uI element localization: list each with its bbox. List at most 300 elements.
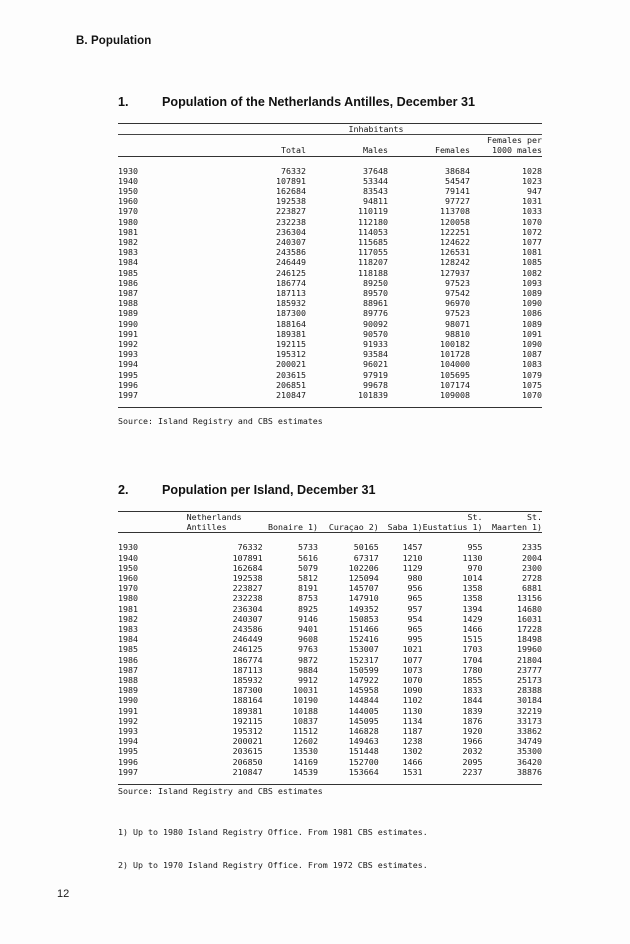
table-1-cell-females: 126531 [440, 247, 470, 258]
table-2-cell-bonaire: 10031 [293, 685, 318, 696]
table-2-cell-year: 1993 [118, 726, 138, 737]
table-1-cell-total: 200021 [276, 359, 306, 370]
table-1-cell-year: 1950 [118, 186, 138, 197]
table-1-rule-bottom [118, 408, 542, 409]
table-row [118, 726, 542, 736]
table-1-cell-year: 1994 [118, 359, 138, 370]
table-2-col-bonaire: Bonaire 1) [268, 522, 318, 533]
table-1-cell-females: 79141 [445, 186, 470, 197]
table-2-source-note: Source: Island Registry and CBS estimates [118, 786, 323, 796]
table-row [118, 716, 542, 726]
table-1-cell-males: 96021 [363, 359, 388, 370]
table-1-cell-year: 1991 [118, 328, 138, 339]
table-2-cell-st-maarten: 2300 [522, 562, 542, 573]
table-2-cell-year: 1970 [118, 583, 138, 594]
table-2-body [118, 542, 542, 777]
table-1-cell-females-per-1000-males: 1083 [522, 359, 542, 370]
table-1-cell-females: 101728 [440, 349, 470, 360]
table-2-cell-year: 1997 [118, 766, 138, 777]
table-2-cell-saba: 995 [407, 634, 423, 645]
table-2-cell-curacao: 144844 [348, 695, 379, 706]
table-row [118, 278, 542, 288]
table-1-cell-females: 54547 [445, 175, 470, 186]
table-1-cell-total: 203615 [276, 369, 306, 380]
table-1-col-females: Females [435, 145, 470, 156]
table-1-cell-females-per-1000-males: 1091 [522, 328, 542, 339]
table-1-cell-females-per-1000-males: 1075 [522, 379, 542, 390]
table-2-cell-st-maarten: 18498 [517, 634, 542, 645]
table-row [118, 359, 542, 369]
table-2-cell-st-eustatius: 2237 [462, 766, 483, 777]
table-row [118, 634, 542, 644]
table-2-cell-curacao: 152317 [348, 654, 379, 665]
table-2-cell-year: 1994 [118, 736, 138, 747]
table-1-cell-year: 1990 [118, 318, 138, 329]
table-2-cell-year: 1930 [118, 542, 138, 553]
table-2-cell-netherlands-antilles: 192538 [232, 573, 263, 584]
table-2-cell-netherlands-antilles: 206850 [232, 756, 263, 767]
table-1-header-gap [118, 157, 542, 166]
table-2-cell-curacao: 152700 [348, 756, 379, 767]
table-2-cell-st-maarten: 28388 [517, 685, 542, 696]
table-2-cell-saba: 957 [407, 603, 423, 614]
table-2-cell-year: 1984 [118, 634, 138, 645]
table-1-cell-females: 107174 [440, 379, 470, 390]
table-2-cell-netherlands-antilles: 76332 [237, 542, 263, 553]
table-1-cell-total: 223827 [276, 206, 306, 217]
table-2-title-text: Population per Island, December 31 [162, 483, 376, 497]
table-2-cell-year: 1981 [118, 603, 138, 614]
table-1-cell-males: 83543 [363, 186, 388, 197]
table-2-cell-st-maarten: 21804 [517, 654, 542, 665]
table-1-cell-females-per-1000-males: 1086 [522, 308, 542, 319]
table-2-cell-year: 1983 [118, 624, 138, 635]
table-2-cell-bonaire: 9884 [298, 664, 318, 675]
table-2-cell-st-eustatius: 2032 [462, 746, 483, 757]
table-2-cell-saba: 1129 [402, 562, 423, 573]
table-2-cell-curacao: 151466 [348, 624, 379, 635]
table-2-cell-st-maarten: 19960 [517, 644, 542, 655]
table-row [118, 298, 542, 308]
table-1-cell-females: 105695 [440, 369, 470, 380]
table-2-cell-netherlands-antilles: 223827 [232, 583, 263, 594]
table-2-cell-st-eustatius: 1844 [462, 695, 483, 706]
table-row [118, 665, 542, 675]
table-1-cell-males: 93584 [363, 349, 388, 360]
footnote-2: 2) Up to 1970 Island Registry Office. From 1972 CBS estimates. [118, 860, 428, 870]
table-2-cell-saba: 1077 [402, 654, 423, 665]
table-1-cell-females-per-1000-males: 1090 [522, 339, 542, 350]
table-row [118, 644, 542, 654]
table-2-cell-st-maarten: 36420 [517, 756, 542, 767]
table-2-cell-netherlands-antilles: 188164 [232, 695, 263, 706]
table-2-cell-st-eustatius: 1839 [462, 705, 483, 716]
table-2-cell-st-maarten: 16031 [517, 613, 542, 624]
table-1-cell-total: 240307 [276, 237, 306, 248]
table-1-cell-males: 118207 [358, 257, 388, 268]
table-row [118, 614, 542, 624]
table-2-cell-st-maarten: 2728 [522, 573, 542, 584]
table-row [118, 339, 542, 349]
table-row [118, 237, 542, 247]
table-1-body [118, 166, 542, 401]
table-1-cell-males: 89570 [363, 288, 388, 299]
table-row [118, 380, 542, 390]
table-2-cell-saba: 965 [407, 624, 423, 635]
table-1-title [118, 95, 542, 109]
table-1-span-header-row [118, 124, 542, 135]
table-2-cell-year: 1991 [118, 705, 138, 716]
table-2-cell-bonaire: 9912 [298, 675, 318, 686]
table-row [118, 583, 542, 593]
table-1-cell-females: 122251 [440, 226, 470, 237]
table-2-cell-curacao: 146828 [348, 726, 379, 737]
table-row [118, 593, 542, 603]
footnote-1: 1) Up to 1980 Island Registry Office. From 1981 CBS estimates. [118, 827, 428, 837]
table-1-cell-males: 89250 [363, 277, 388, 288]
table-1 [118, 123, 542, 408]
table-1-cell-males: 115685 [358, 237, 388, 248]
table-2-cell-st-eustatius: 1014 [462, 573, 483, 584]
table-1-cell-total: 162684 [276, 186, 306, 197]
table-1-cell-total: 76332 [281, 165, 306, 176]
table-2-cell-st-eustatius: 1876 [462, 715, 483, 726]
table-1-cell-year: 1989 [118, 308, 138, 319]
table-1-cell-total: 210847 [276, 390, 306, 401]
table-1-cell-females-per-1000-males: 1023 [522, 175, 542, 186]
table-2-col-curacao: Curaçao 2) [328, 522, 379, 533]
table-2-cell-bonaire: 10837 [293, 715, 318, 726]
table-2-col-st-maarten: St. Maarten 1) [492, 512, 542, 533]
table-2-cell-st-eustatius: 1920 [462, 726, 483, 737]
table-1-cell-year: 1982 [118, 237, 138, 248]
table-2-cell-netherlands-antilles: 107891 [232, 552, 263, 563]
table-2-cell-curacao: 145095 [348, 715, 379, 726]
table-2-cell-curacao: 151448 [348, 746, 379, 757]
table-2-cell-curacao: 150599 [348, 664, 379, 675]
table-2-cell-saba: 956 [407, 583, 423, 594]
table-1-block [118, 95, 542, 408]
table-1-cell-females-per-1000-males: 1070 [522, 216, 542, 227]
table-2-cell-netherlands-antilles: 246125 [232, 644, 263, 655]
table-2-cell-st-eustatius: 1130 [462, 552, 483, 563]
table-2-cell-st-maarten: 17228 [517, 624, 542, 635]
table-row [118, 268, 542, 278]
table-1-cell-females-per-1000-males: 1081 [522, 247, 542, 258]
table-1-cell-females: 124622 [440, 237, 470, 248]
table-2-rule-bottom [118, 785, 542, 786]
table-2-cell-st-maarten: 25173 [517, 675, 542, 686]
table-2-cell-saba: 1238 [402, 736, 423, 747]
table-2-cell-curacao: 145958 [348, 685, 379, 696]
table-1-source-note: Source: Island Registry and CBS estimates [118, 416, 323, 426]
table-2-cell-bonaire: 14169 [293, 756, 318, 767]
table-1-cell-year: 1997 [118, 390, 138, 401]
table-2-cell-bonaire: 12602 [293, 736, 318, 747]
table-2-cell-netherlands-antilles: 186774 [232, 654, 263, 665]
table-2-cell-st-eustatius: 1780 [462, 664, 483, 675]
table-1-cell-females-per-1000-males: 1077 [522, 237, 542, 248]
table-1-cell-year: 1984 [118, 257, 138, 268]
table-2-footer-gap [118, 777, 542, 785]
table-2-cell-bonaire: 8191 [298, 583, 318, 594]
table-2-cell-curacao: 152416 [348, 634, 379, 645]
table-1-cell-males: 94811 [363, 196, 388, 207]
table-1-span-header-inhabitants: Inhabitants [348, 124, 404, 134]
table-2-cell-year: 1960 [118, 573, 138, 584]
table-2-cell-bonaire: 14539 [293, 766, 318, 777]
table-row [118, 624, 542, 634]
table-2-cell-saba: 980 [407, 573, 423, 584]
table-2-cell-year: 1982 [118, 613, 138, 624]
table-1-cell-males: 118188 [358, 267, 388, 278]
table-1-cell-year: 1983 [118, 247, 138, 258]
table-2-cell-saba: 1531 [402, 766, 423, 777]
table-1-col-total: Total [281, 145, 306, 156]
table-1-cell-males: 117055 [358, 247, 388, 258]
table-1-cell-females: 100182 [440, 339, 470, 350]
table-2-cell-saba: 1073 [402, 664, 423, 675]
table-1-title-text: Population of the Netherlands Antilles, December 31 [162, 95, 476, 109]
table-2-cell-bonaire: 9763 [298, 644, 318, 655]
table-row [118, 706, 542, 716]
table-2-col-saba: Saba 1) [387, 522, 423, 533]
table-2-cell-st-eustatius: 1466 [462, 624, 483, 635]
table-2-cell-st-eustatius: 1394 [462, 603, 483, 614]
table-2-cell-curacao: 149463 [348, 736, 379, 747]
table-2-cell-saba: 1130 [402, 705, 423, 716]
table-2-cell-st-eustatius: 1704 [462, 654, 483, 665]
table-1-cell-females: 120058 [440, 216, 470, 227]
table-1-cell-females: 113708 [440, 206, 470, 217]
table-2-cell-st-eustatius: 1358 [462, 593, 483, 604]
table-1-cell-females-per-1000-males: 1079 [522, 369, 542, 380]
table-2-cell-year: 1996 [118, 756, 138, 767]
table-1-footer-gap [118, 400, 542, 408]
table-row [118, 308, 542, 318]
table-2-cell-st-maarten: 23777 [517, 664, 542, 675]
table-1-cell-females-per-1000-males: 1033 [522, 206, 542, 217]
table-2-cell-netherlands-antilles: 187113 [232, 664, 263, 675]
table-2-cell-st-eustatius: 1429 [462, 613, 483, 624]
table-2-cell-st-maarten: 13156 [517, 593, 542, 604]
table-2-cell-saba: 1134 [402, 715, 423, 726]
table-2-cell-bonaire: 9872 [298, 654, 318, 665]
section-heading: B. Population [76, 35, 152, 47]
table-1-cell-females-per-1000-males: 947 [527, 186, 542, 197]
table-1-cell-year: 1992 [118, 339, 138, 350]
table-2-cell-netherlands-antilles: 192115 [232, 715, 263, 726]
table-1-cell-year: 1981 [118, 226, 138, 237]
table-2-number: 2. [118, 483, 129, 497]
table-2-cell-curacao: 144005 [348, 705, 379, 716]
table-2-cell-bonaire: 5616 [298, 552, 318, 563]
table-2-cell-saba: 1210 [402, 552, 423, 563]
table-1-cell-total: 206851 [276, 379, 306, 390]
table-2-cell-year: 1986 [118, 654, 138, 665]
table-2-col-netherlands-antilles: Netherlands Antilles [186, 512, 242, 533]
table-1-cell-males: 112180 [358, 216, 388, 227]
table-1-cell-males: 97919 [363, 369, 388, 380]
table-1-cell-females-per-1000-males: 1085 [522, 257, 542, 268]
table-2-cell-st-maarten: 33173 [517, 715, 542, 726]
table-1-cell-total: 236304 [276, 226, 306, 237]
table-2-cell-netherlands-antilles: 185932 [232, 675, 263, 686]
table-2-footnotes [118, 805, 428, 893]
table-1-cell-males: 114053 [358, 226, 388, 237]
table-2-cell-st-maarten: 35300 [517, 746, 542, 757]
table-2-cell-bonaire: 10188 [293, 705, 318, 716]
table-row [118, 370, 542, 380]
table-1-cell-year: 1960 [118, 196, 138, 207]
table-row [118, 176, 542, 186]
table-2-cell-curacao: 147922 [348, 675, 379, 686]
table-2-cell-netherlands-antilles: 187300 [232, 685, 263, 696]
table-1-cell-total: 246125 [276, 267, 306, 278]
table-2-cell-st-eustatius: 1833 [462, 685, 483, 696]
table-2-cell-year: 1985 [118, 644, 138, 655]
table-1-cell-total: 185932 [276, 298, 306, 309]
table-2-cell-bonaire: 5812 [298, 573, 318, 584]
table-2-cell-bonaire: 13530 [293, 746, 318, 757]
table-2-cell-bonaire: 5079 [298, 562, 318, 573]
table-1-cell-total: 195312 [276, 349, 306, 360]
table-1-cell-year: 1940 [118, 175, 138, 186]
table-1-cell-total: 243586 [276, 247, 306, 258]
table-2-cell-year: 1992 [118, 715, 138, 726]
table-2-cell-st-maarten: 30184 [517, 695, 542, 706]
table-2-header-gap [118, 533, 542, 542]
table-1-cell-year: 1988 [118, 298, 138, 309]
table-2-cell-bonaire: 9146 [298, 613, 318, 624]
table-2-cell-curacao: 150853 [348, 613, 379, 624]
table-2-cell-saba: 965 [407, 593, 423, 604]
table-1-cell-females-per-1000-males: 1090 [522, 298, 542, 309]
table-1-cell-year: 1995 [118, 369, 138, 380]
table-1-cell-males: 88961 [363, 298, 388, 309]
table-2-cell-st-maarten: 6881 [522, 583, 542, 594]
table-2-cell-st-eustatius: 970 [467, 562, 483, 573]
table-1-cell-total: 189381 [276, 328, 306, 339]
table-2-cell-year: 1989 [118, 685, 138, 696]
table-1-cell-females: 127937 [440, 267, 470, 278]
table-2-cell-netherlands-antilles: 210847 [232, 766, 263, 777]
table-1-cell-females: 109008 [440, 390, 470, 401]
table-2-cell-netherlands-antilles: 162684 [232, 562, 263, 573]
table-2-cell-st-maarten: 33862 [517, 726, 542, 737]
table-2-col-st-eustatius: St. Eustatius 1) [422, 512, 483, 533]
table-row [118, 767, 542, 777]
table-2-cell-st-eustatius: 1855 [462, 675, 483, 686]
table-2-cell-year: 1950 [118, 562, 138, 573]
table-row [118, 685, 542, 695]
table-2-cell-year: 1980 [118, 593, 138, 604]
table-row [118, 217, 542, 227]
table-row [118, 695, 542, 705]
table-2-cell-bonaire: 5733 [298, 542, 318, 553]
table-2-cell-curacao: 153664 [348, 766, 379, 777]
table-2-cell-netherlands-antilles: 246449 [232, 634, 263, 645]
table-1-cell-females: 97727 [445, 196, 470, 207]
table-1-cell-females: 96970 [445, 298, 470, 309]
table-2-cell-curacao: 125094 [348, 573, 379, 584]
table-2-cell-st-eustatius: 955 [467, 542, 483, 553]
table-1-cell-year: 1986 [118, 277, 138, 288]
table-1-cell-year: 1985 [118, 267, 138, 278]
table-row [118, 329, 542, 339]
table-2-cell-st-eustatius: 1966 [462, 736, 483, 747]
table-1-col-ratio: Females per 1000 males [487, 135, 542, 156]
table-1-cell-females-per-1000-males: 1072 [522, 226, 542, 237]
table-2-cell-netherlands-antilles: 189381 [232, 705, 263, 716]
table-row [118, 247, 542, 257]
table-row [118, 563, 542, 573]
table-2-cell-netherlands-antilles: 195312 [232, 726, 263, 737]
table-1-cell-year: 1970 [118, 206, 138, 217]
table-1-cell-males: 110119 [358, 206, 388, 217]
table-1-cell-total: 187113 [276, 288, 306, 299]
table-2-cell-st-maarten: 2004 [522, 552, 542, 563]
table-1-cell-females: 128242 [440, 257, 470, 268]
table-1-cell-males: 89776 [363, 308, 388, 319]
table-1-cell-females-per-1000-males: 1093 [522, 277, 542, 288]
table-2-cell-curacao: 145707 [348, 583, 379, 594]
table-2-cell-st-eustatius: 1358 [462, 583, 483, 594]
table-2-cell-bonaire: 8925 [298, 603, 318, 614]
table-row [118, 390, 542, 400]
table-1-cell-females-per-1000-males: 1070 [522, 390, 542, 401]
table-2-cell-st-maarten: 2335 [522, 542, 542, 553]
table-2-cell-curacao: 149352 [348, 603, 379, 614]
table-1-cell-females: 97523 [445, 308, 470, 319]
table-2-cell-st-maarten: 38876 [517, 766, 542, 777]
table-2-cell-st-eustatius: 1703 [462, 644, 483, 655]
table-1-cell-year: 1996 [118, 379, 138, 390]
table-1-cell-total: 246449 [276, 257, 306, 268]
table-1-cell-females: 97542 [445, 288, 470, 299]
table-row [118, 746, 542, 756]
table-1-cell-females-per-1000-males: 1089 [522, 288, 542, 299]
table-2-cell-year: 1988 [118, 675, 138, 686]
table-2-cell-year: 1987 [118, 664, 138, 675]
table-1-cell-males: 37648 [363, 165, 388, 176]
table-1-cell-females: 38684 [445, 165, 470, 176]
table-1-cell-year: 1993 [118, 349, 138, 360]
table-row [118, 675, 542, 685]
table-row [118, 604, 542, 614]
page-number: 12 [57, 888, 70, 900]
table-2-cell-netherlands-antilles: 200021 [232, 736, 263, 747]
table-1-cell-females: 98071 [445, 318, 470, 329]
table-1-cell-total: 188164 [276, 318, 306, 329]
table-1-number: 1. [118, 95, 129, 109]
table-1-cell-total: 107891 [276, 175, 306, 186]
table-2-cell-saba: 1457 [402, 542, 423, 553]
table-2-cell-st-maarten: 32219 [517, 705, 542, 716]
table-2-cell-netherlands-antilles: 236304 [232, 603, 263, 614]
table-1-cell-females-per-1000-males: 1031 [522, 196, 542, 207]
table-2-cell-curacao: 67317 [353, 552, 379, 563]
table-2-cell-year: 1940 [118, 552, 138, 563]
table-2-cell-saba: 954 [407, 613, 423, 624]
table-2-cell-saba: 1187 [402, 726, 423, 737]
table-row [118, 573, 542, 583]
table-1-cell-females-per-1000-males: 1028 [522, 165, 542, 176]
table-1-cell-females-per-1000-males: 1089 [522, 318, 542, 329]
table-2-cell-year: 1995 [118, 746, 138, 757]
table-2-cell-saba: 1021 [402, 644, 423, 655]
table-2-cell-year: 1990 [118, 695, 138, 706]
